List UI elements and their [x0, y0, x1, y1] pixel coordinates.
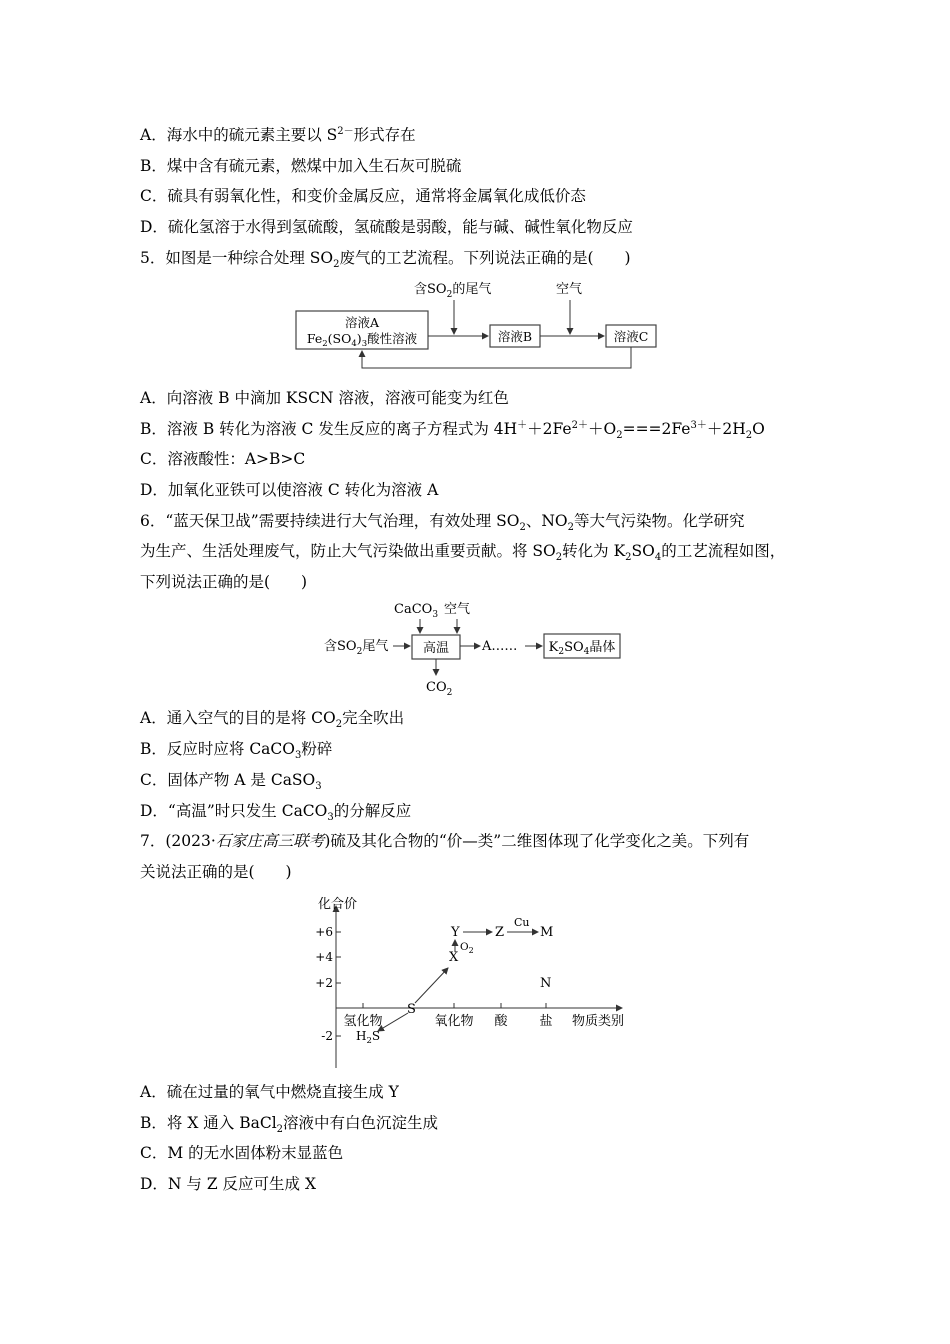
- q5-option-c: C．溶液酸性：A>B>C: [140, 450, 306, 468]
- q7-stem-line2: 关说法正确的是( ): [140, 863, 292, 881]
- q6-intermediate-a: A……: [482, 639, 518, 654]
- q5-input-air: 空气: [556, 282, 583, 297]
- y-tick-plus4: +4: [315, 950, 333, 964]
- q6-output-co2: $CO_2$: [426, 680, 453, 697]
- svg-text:K2SO4晶体: $K_2SO_4$晶体: [548, 640, 616, 657]
- q7-option-a: A．硫在过量的氧气中燃烧直接生成 Y: [140, 1083, 399, 1101]
- point-x: X: [449, 950, 459, 965]
- x-category-acid: 酸: [494, 1014, 508, 1029]
- y-axis-title: 化合价: [318, 897, 358, 912]
- point-y: Y: [451, 925, 460, 940]
- q4-option-d: D．硫化氢溶于水得到氢硫酸，氢硫酸是弱酸，能与碱、碱性氧化物反应: [140, 218, 633, 236]
- svg-text:溶液B: 溶液B: [497, 329, 533, 344]
- q6-input-caco3: CaCO$_3$: [394, 602, 439, 620]
- q7-option-b: B．将 X 通入 BaCl$_2$溶液中有白色沉淀生成: [140, 1114, 439, 1136]
- y-tick-plus2: +2: [315, 976, 333, 990]
- q6-input-air: 空气: [444, 602, 471, 617]
- q6-flow-diagram: [320, 597, 630, 697]
- cu-label: Cu: [514, 916, 530, 929]
- q5-option-b: B．溶液 B 转化为溶液 C 发生反应的离子方程式为 $4H^++2Fe^{2+}+O_2===2Fe^{3+}+2H_2O$: [140, 419, 765, 442]
- svg-text:溶液A: 溶液A: [344, 315, 380, 330]
- x-category-salt: 盐: [539, 1014, 553, 1029]
- q6-stem-line1: 6．“蓝天保卫战”需要持续进行大气治理，有效处理 $SO_2$、$NO_2$等大气污染物。化学研究: [140, 512, 745, 534]
- q4-option-c: C．硫具有弱氧化性，和变价金属反应，通常将金属氧化成低价态: [140, 187, 586, 205]
- point-m: M: [540, 925, 554, 940]
- q6-stem-line3: 下列说法正确的是( ): [140, 573, 308, 591]
- q6-option-b: B．反应时应将 CaCO$_3$粉碎: [140, 740, 333, 762]
- svg-text:溶液C: 溶液C: [613, 329, 649, 344]
- q6-option-a: A．通入空气的目的是将 $CO_2$完全吹出: [140, 709, 405, 731]
- q7-stem-line1: 7．(2023·石家庄高三联考)硫及其化合物的“价—类”二维图体现了化学变化之美。下列有: [140, 832, 750, 850]
- x-category-hydride: 氢化物: [343, 1014, 383, 1029]
- point-s: S: [407, 1002, 416, 1017]
- point-h2s: $H_2S$: [356, 1029, 381, 1046]
- svg-text:Fe2(SO4)3酸性溶液: $Fe_2(SO_4)_3$酸性溶液: [306, 331, 418, 349]
- x-axis-title: 物质类别: [572, 1014, 625, 1029]
- point-z: Z: [495, 925, 505, 940]
- q7-valence-class-diagram: [300, 890, 645, 1070]
- svg-text:高温: 高温: [422, 641, 450, 656]
- q5-flow-diagram: [290, 276, 670, 376]
- q7-option-d: D．N 与 Z 反应可生成 X: [140, 1175, 317, 1193]
- q5-option-d: D．加氧化亚铁可以使溶液 C 转化为溶液 A: [140, 481, 439, 499]
- q6-stem-line2: 为生产、生活处理废气，防止大气污染做出重要贡献。将 $SO_2$转化为 $K_2SO_4$的工艺流程如图，: [140, 542, 786, 564]
- y-tick-minus2: -2: [321, 1029, 333, 1043]
- q6-option-d: D．“高温”时只发生 CaCO$_3$的分解反应: [140, 802, 412, 824]
- q5-stem: 5．如图是一种综合处理 $SO_2$废气的工艺流程。下列说法正确的是( ): [140, 249, 631, 271]
- x-category-oxide: 氧化物: [434, 1014, 474, 1029]
- q6-option-c: C．固体产物 A 是 CaSO$_3$: [140, 771, 322, 793]
- q5-input-tail-gas: 含$SO_2$的尾气: [414, 282, 492, 300]
- y-tick-plus6: +6: [315, 925, 333, 939]
- point-n: N: [540, 976, 552, 991]
- q4-option-b: B．煤中含有硫元素，燃煤中加入生石灰可脱硫: [140, 157, 462, 175]
- q7-option-c: C．M 的无水固体粉末显蓝色: [140, 1144, 344, 1162]
- q4-option-a: A．海水中的硫元素主要以 $S^{2-}$形式存在: [140, 125, 416, 144]
- o2-label: $O_2$: [460, 941, 474, 955]
- q6-input-tail-gas: 含$SO_2$尾气: [324, 639, 389, 657]
- q5-option-a: A．向溶液 B 中滴加 KSCN 溶液，溶液可能变为红色: [140, 389, 509, 407]
